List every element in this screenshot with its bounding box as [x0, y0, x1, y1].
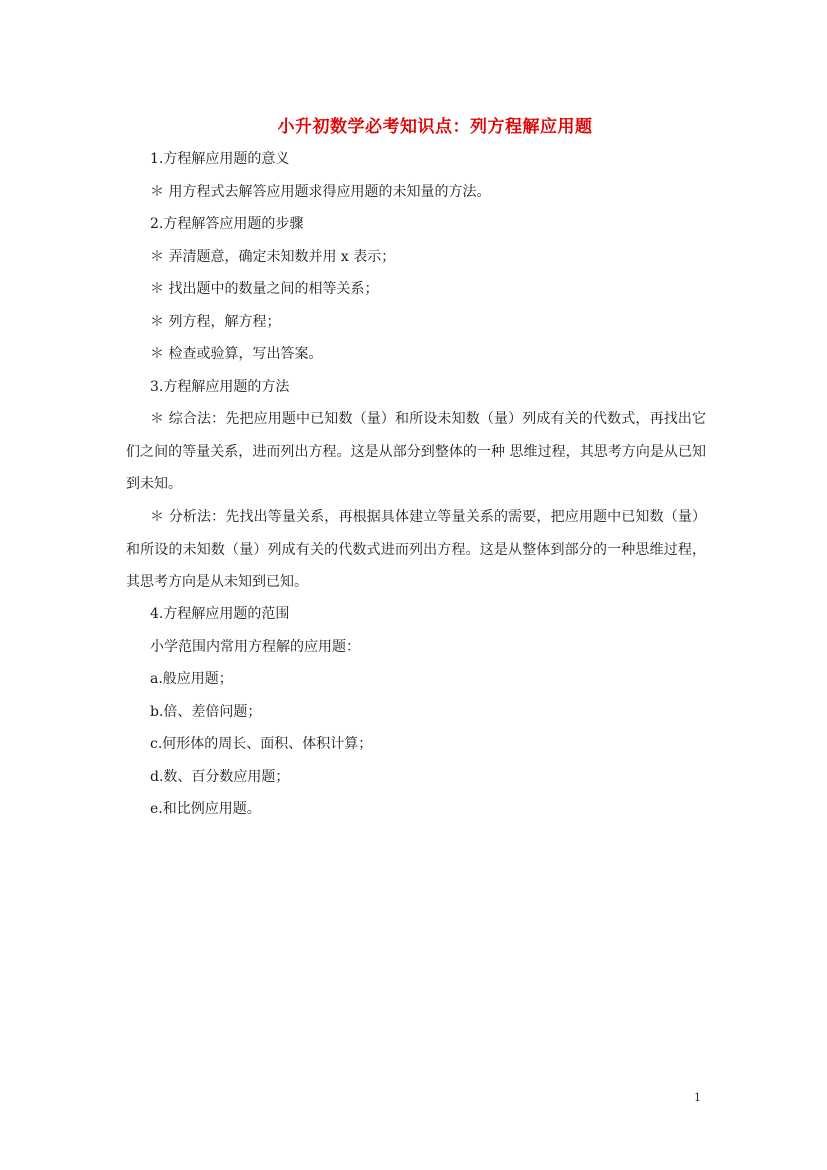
- section-2-item: ＊ 检查或验算，写出答案。: [150, 346, 323, 362]
- section-4-item-d: d.数、百分数应用题；: [150, 769, 290, 785]
- section-1-heading: 1.方程解应用题的意义: [150, 151, 290, 167]
- section-3-heading: 3.方程解应用题的方法: [150, 379, 290, 395]
- page-number: 1: [694, 1091, 701, 1104]
- section-4-heading: 4.方程解应用题的范围: [150, 606, 290, 622]
- section-2-item: ＊ 列方程，解方程；: [150, 314, 281, 330]
- section-3-synthesis-paragraph: ＊ 综合法：先把应用题中已知数（量）和所设未知数（量）列成有关的代数式，再找出它们之间的等量关系，进而列出方程。这是从部分到整体的一种 思维过程，其思考方向是从已知到未知。: [126, 411, 706, 492]
- section-2-item: ＊ 找出题中的数量之间的相等关系；: [150, 281, 379, 297]
- document-title: 小升初数学必考知识点：列方程解应用题: [277, 117, 593, 137]
- section-1-item: ＊ 用方程式去解答应用题求得应用题的未知量的方法。: [150, 184, 491, 200]
- section-4-item-e: e.和比例应用题。: [150, 801, 261, 817]
- section-4-intro: 小学范围内常用方程解的应用题：: [150, 639, 360, 655]
- section-3-analysis-paragraph: ＊ 分析法：先找出等量关系，再根据具体建立等量关系的需要，把应用题中已知数（量）和所设的未知数（量）列成有关的代数式进而列出方程。这是从整体到部分的一种思维过程，其思考方向是从未知到已知。: [126, 509, 706, 590]
- section-2-item: ＊ 弄清题意，确定未知数并用 x 表示；: [150, 249, 396, 265]
- section-2-heading: 2.方程解答应用题的步骤: [150, 216, 304, 232]
- section-4-item-a: a.般应用题；: [150, 671, 233, 687]
- section-4-item-b: b.倍、差倍问题；: [150, 704, 262, 720]
- section-4-item-c: c.何形体的周长、面积、体积计算；: [150, 736, 373, 752]
